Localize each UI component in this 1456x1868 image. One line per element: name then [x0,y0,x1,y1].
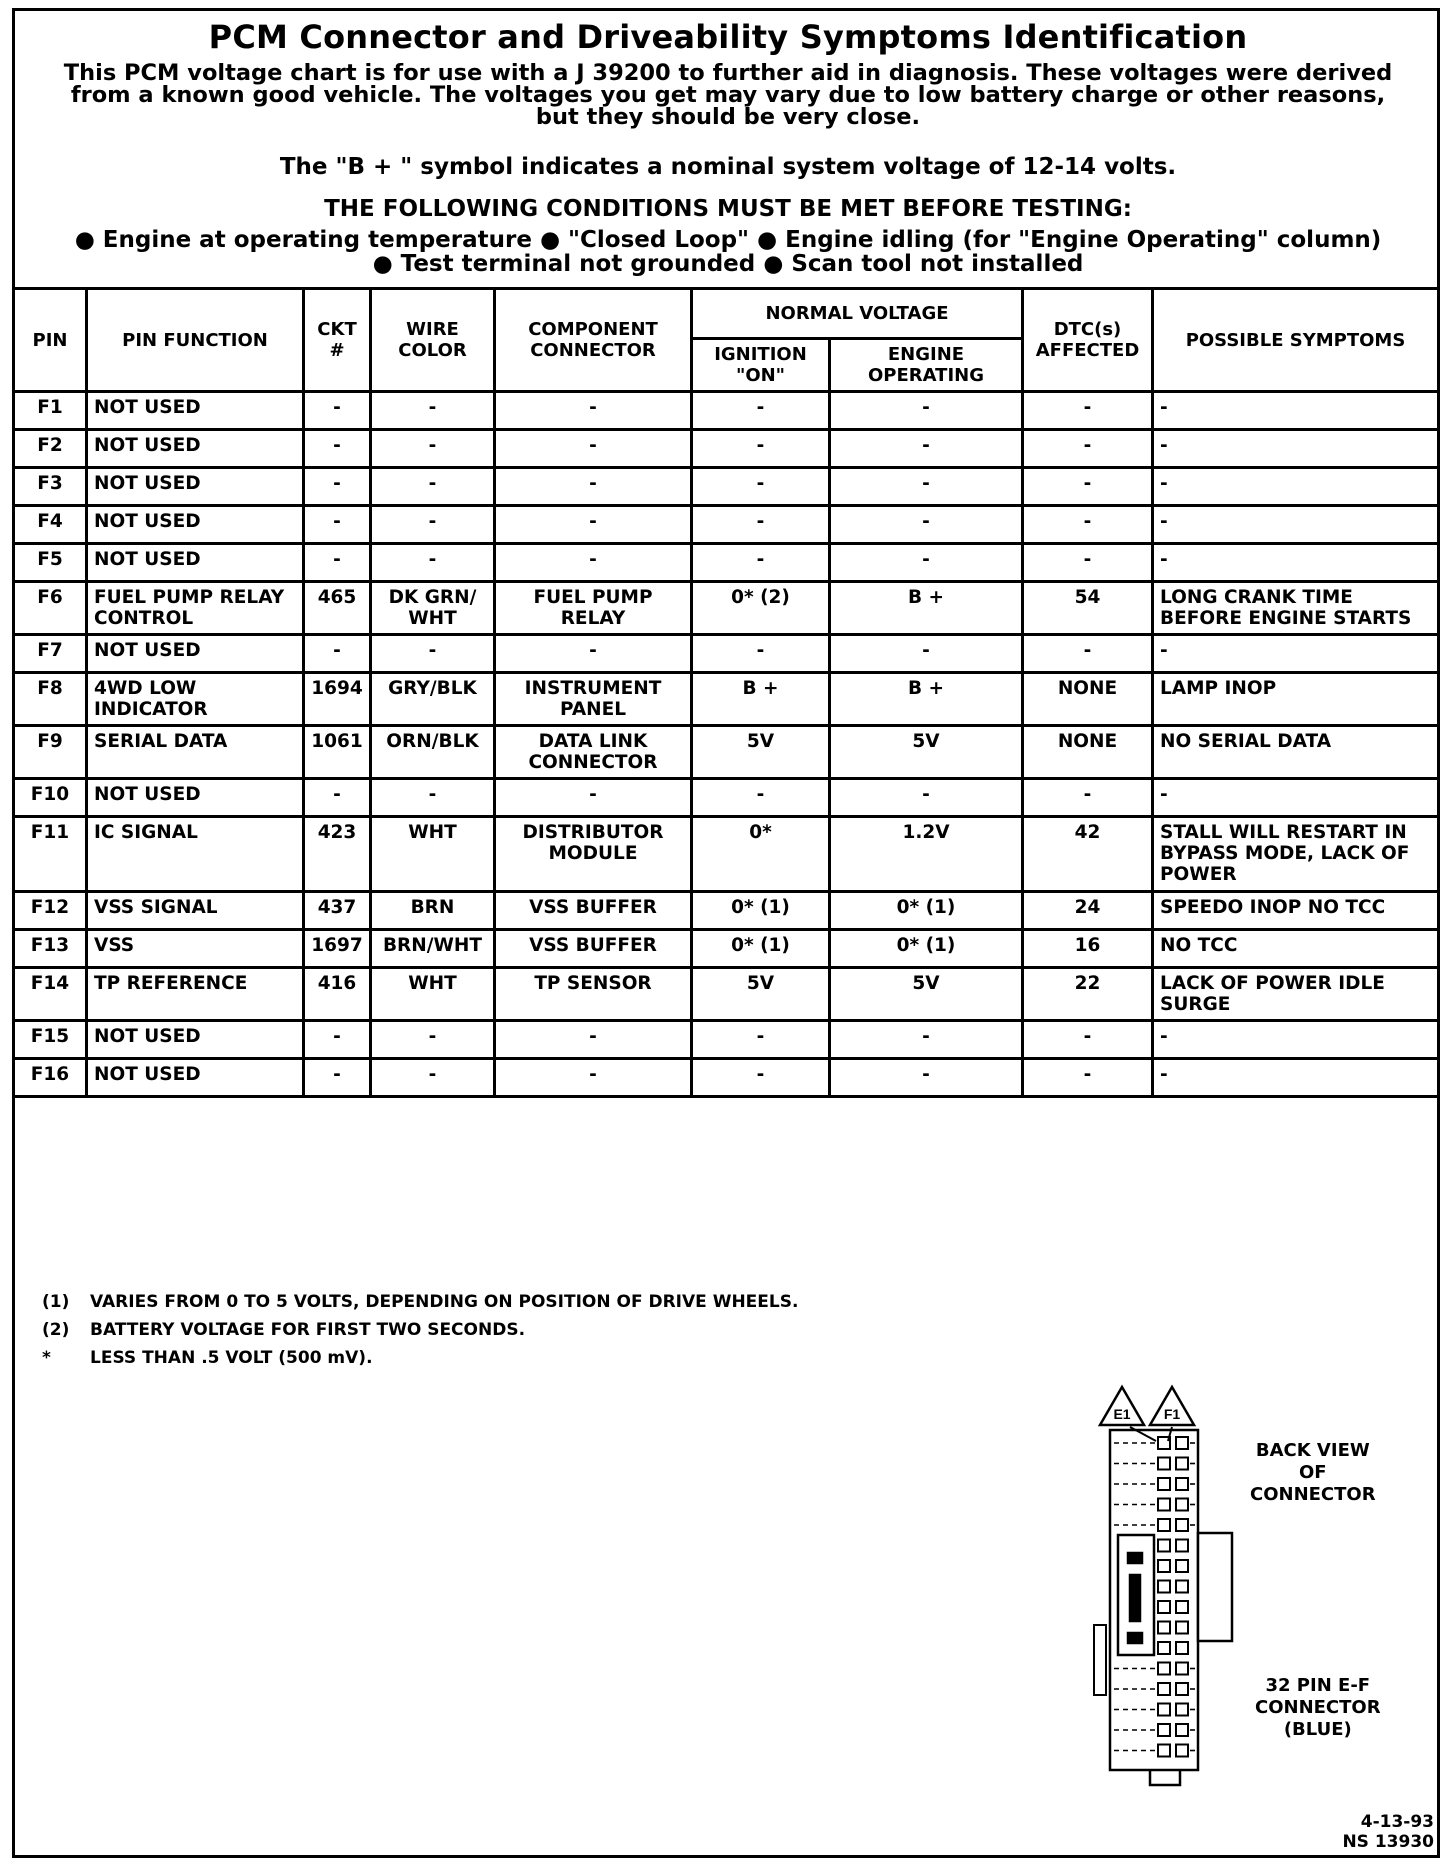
header-ckt: CKT # [304,289,371,392]
dtc-cell: - [1023,1021,1153,1059]
symptoms-cell: LONG CRANK TIME BEFORE ENGINE STARTS [1153,582,1439,635]
engine-operating-cell: - [830,779,1023,817]
component-cell: - [495,544,692,582]
component-cell: VSS BUFFER [495,892,692,930]
ignition-on-cell: - [692,635,830,673]
ignition-on-cell: 0* [692,817,830,892]
dtc-cell: - [1023,1059,1153,1097]
engine-operating-cell: - [830,468,1023,506]
function-cell: NOT USED [87,544,304,582]
header-ignition-on: IGNITION "ON" [692,339,830,392]
function-cell: VSS SIGNAL [87,892,304,930]
stamp-date: 4-13-93 [1360,1812,1434,1832]
wire-color-cell: BRN/WHT [371,930,495,968]
ckt-cell: - [304,779,371,817]
dtc-cell: - [1023,779,1153,817]
connector-pin [1158,1519,1170,1531]
ignition-on-cell: 0* (1) [692,892,830,930]
ckt-cell: 423 [304,817,371,892]
component-cell: - [495,430,692,468]
engine-operating-cell: 5V [830,968,1023,1021]
connector-pin [1176,1622,1188,1634]
engine-operating-cell: - [830,392,1023,430]
connector-pin [1176,1704,1188,1716]
wire-color-cell: - [371,1021,495,1059]
symptoms-cell: SPEEDO INOP NO TCC [1153,892,1439,930]
dtc-cell: NONE [1023,673,1153,726]
bplus-note: The "B + " symbol indicates a nominal system voltage of 12-14 volts. [279,154,1177,180]
conditions-line-2: ● Test terminal not grounded ● Scan tool not installed [372,251,1084,277]
wire-color-cell: - [371,392,495,430]
wire-color-cell: WHT [371,968,495,1021]
connector-pin [1176,1663,1188,1675]
connector-pin [1176,1478,1188,1490]
engine-operating-cell: - [830,506,1023,544]
function-cell: SERIAL DATA [87,726,304,779]
dtc-cell: - [1023,468,1153,506]
connector-pin [1158,1458,1170,1470]
function-cell: NOT USED [87,1021,304,1059]
connector-pin [1176,1745,1188,1757]
function-cell: VSS [87,930,304,968]
connector-pin [1158,1499,1170,1511]
function-cell: NOT USED [87,392,304,430]
engine-operating-cell: - [830,635,1023,673]
function-cell: NOT USED [87,468,304,506]
wire-color-cell: BRN [371,892,495,930]
connector-pin [1176,1601,1188,1613]
connector-pin [1158,1724,1170,1736]
pin-cell: F12 [14,892,87,930]
pin-cell: F16 [14,1059,87,1097]
component-cell: TP SENSOR [495,968,692,1021]
pin-cell: F10 [14,779,87,817]
engine-operating-cell: - [830,1021,1023,1059]
header-dtc-affected: DTC(s) AFFECTED [1023,289,1153,392]
component-cell: VSS BUFFER [495,930,692,968]
dtc-cell: NONE [1023,726,1153,779]
ckt-cell: - [304,1059,371,1097]
intro-line-1: This PCM voltage chart is for use with a J 39200 to further aid in diagnosis. These voltages were derived [63,60,1393,86]
pin-cell: F5 [14,544,87,582]
engine-operating-cell: B + [830,673,1023,726]
connector-pin [1176,1560,1188,1572]
ckt-cell: - [304,392,371,430]
pin-cell: F13 [14,930,87,968]
function-cell: FUEL PUMP RELAY CONTROL [87,582,304,635]
connector-pin [1176,1642,1188,1654]
ckt-cell: 1061 [304,726,371,779]
function-cell: TP REFERENCE [87,968,304,1021]
ignition-on-cell: - [692,544,830,582]
connector-pin [1158,1478,1170,1490]
wire-color-cell: ORN/BLK [371,726,495,779]
symptoms-cell: - [1153,430,1439,468]
ignition-on-cell: 0* (1) [692,930,830,968]
ignition-on-cell: B + [692,673,830,726]
engine-operating-cell: 0* (1) [830,892,1023,930]
header-wire-color: WIRE COLOR [371,289,495,392]
connector-pin [1176,1683,1188,1695]
dtc-cell: 54 [1023,582,1153,635]
pin-cell: F6 [14,582,87,635]
component-cell: DISTRIBUTOR MODULE [495,817,692,892]
table-row [14,635,1439,673]
intro-line-2: from a known good vehicle. The voltages you get may vary due to low battery charge or other reasons, [70,82,1386,108]
wire-color-cell: GRY/BLK [371,673,495,726]
connector-pin [1176,1519,1188,1531]
pin-cell: F7 [14,635,87,673]
table-row [14,673,1439,726]
symptoms-cell: - [1153,1021,1439,1059]
dtc-cell: 16 [1023,930,1153,968]
table-row [14,392,1439,430]
component-cell: FUEL PUMP RELAY [495,582,692,635]
wire-color-cell: WHT [371,817,495,892]
function-cell: NOT USED [87,635,304,673]
ckt-cell: 437 [304,892,371,930]
ignition-on-cell: - [692,1059,830,1097]
ckt-cell: - [304,430,371,468]
ignition-on-cell: - [692,430,830,468]
footnote: * LESS THAN .5 VOLT (500 mV). [42,1348,373,1368]
engine-operating-cell: 0* (1) [830,930,1023,968]
pin-cell: F14 [14,968,87,1021]
connector-pin [1176,1437,1188,1449]
function-cell: NOT USED [87,430,304,468]
pcm-voltage-table [12,287,1440,1098]
engine-operating-cell: 5V [830,726,1023,779]
footnotes [42,1288,798,1372]
table-row [14,582,1439,635]
table-row [14,430,1439,468]
document-stamp [1342,1812,1434,1852]
ckt-cell: 465 [304,582,371,635]
ignition-on-cell: 5V [692,726,830,779]
wire-color-cell: - [371,544,495,582]
component-cell: - [495,1021,692,1059]
symptoms-cell: - [1153,635,1439,673]
symptoms-cell: - [1153,1059,1439,1097]
ignition-on-cell: - [692,779,830,817]
header-normal-voltage: NORMAL VOLTAGE [692,289,1023,339]
connector-pin [1158,1560,1170,1572]
pin-cell: F1 [14,392,87,430]
function-cell: 4WD LOW INDICATOR [87,673,304,726]
header-pin: PIN [14,289,87,392]
ckt-cell: - [304,468,371,506]
component-cell: INSTRUMENT PANEL [495,673,692,726]
component-cell: - [495,392,692,430]
ckt-cell: - [304,544,371,582]
component-cell: - [495,1059,692,1097]
dtc-cell: - [1023,430,1153,468]
header-component-connector: COMPONENT CONNECTOR [495,289,692,392]
component-cell: - [495,506,692,544]
symptoms-cell: - [1153,544,1439,582]
table-row [14,817,1439,892]
connector-pin [1158,1683,1170,1695]
table-row [14,468,1439,506]
header-engine-operating: ENGINE OPERATING [830,339,1023,392]
pin-cell: F8 [14,673,87,726]
function-cell: NOT USED [87,1059,304,1097]
connector-pin [1176,1458,1188,1470]
connector-label: 32 PIN E-F CONNECTOR (BLUE) [1255,1675,1381,1740]
conditions-line-1: ● Engine at operating temperature ● "Closed Loop" ● Engine idling (for "Engine Operating" column) [74,227,1382,253]
engine-operating-cell: B + [830,582,1023,635]
symptoms-cell: NO TCC [1153,930,1439,968]
symptoms-cell: - [1153,779,1439,817]
engine-operating-cell: - [830,430,1023,468]
table-row [14,892,1439,930]
conditions-heading: THE FOLLOWING CONDITIONS MUST BE MET BEFORE TESTING: [324,196,1132,222]
pin-cell: F2 [14,430,87,468]
connector-pin [1176,1499,1188,1511]
connector-pin [1158,1745,1170,1757]
table-row [14,544,1439,582]
symptoms-cell: - [1153,468,1439,506]
page-title: PCM Connector and Driveability Symptoms Identification [208,18,1248,56]
dtc-cell: - [1023,392,1153,430]
connector-pin [1176,1724,1188,1736]
component-cell: DATA LINK CONNECTOR [495,726,692,779]
connector-pin [1176,1581,1188,1593]
e1-label: E1 [1113,1406,1131,1422]
function-cell: NOT USED [87,779,304,817]
wire-color-cell: - [371,506,495,544]
pin-cell: F9 [14,726,87,779]
wire-color-cell: DK GRN/ WHT [371,582,495,635]
table-row [14,506,1439,544]
ignition-on-cell: - [692,1021,830,1059]
wire-color-cell: - [371,430,495,468]
ignition-on-cell: 5V [692,968,830,1021]
footnote: (1) VARIES FROM 0 TO 5 VOLTS, DEPENDING ON POSITION OF DRIVE WHEELS. [42,1292,799,1312]
wire-color-cell: - [371,468,495,506]
connector-pin [1158,1622,1170,1634]
ckt-cell: 1694 [304,673,371,726]
engine-operating-cell: 1.2V [830,817,1023,892]
ignition-on-cell: - [692,468,830,506]
f1-label: F1 [1163,1406,1181,1422]
ignition-on-cell: - [692,392,830,430]
intro-text [40,62,1416,128]
table-row [14,1021,1439,1059]
table-row [14,930,1439,968]
connector-pin [1158,1540,1170,1552]
table-row [14,968,1439,1021]
function-cell: IC SIGNAL [87,817,304,892]
engine-operating-cell: - [830,1059,1023,1097]
pin-cell: F3 [14,468,87,506]
ckt-cell: - [304,1021,371,1059]
dtc-cell: - [1023,635,1153,673]
symptoms-cell: NO SERIAL DATA [1153,726,1439,779]
stamp-ref: NS 13930 [1342,1832,1434,1852]
ignition-on-cell: - [692,506,830,544]
dtc-cell: 24 [1023,892,1153,930]
symptoms-cell: LAMP INOP [1153,673,1439,726]
pin-cell: F15 [14,1021,87,1059]
header-pin-function: PIN FUNCTION [87,289,304,392]
dtc-cell: - [1023,544,1153,582]
symptoms-cell: - [1153,506,1439,544]
symptoms-cell: - [1153,392,1439,430]
connector-pin [1158,1704,1170,1716]
connector-pin [1158,1601,1170,1613]
dtc-cell: 22 [1023,968,1153,1021]
connector-pin [1158,1581,1170,1593]
pin-cell: F4 [14,506,87,544]
component-cell: - [495,779,692,817]
ckt-cell: - [304,506,371,544]
symptoms-cell: STALL WILL RESTART IN BYPASS MODE, LACK OF POWER [1153,817,1439,892]
dtc-cell: 42 [1023,817,1153,892]
back-view-label: BACK VIEW OF CONNECTOR [1250,1440,1376,1505]
connector-pin [1158,1642,1170,1654]
table-row [14,726,1439,779]
ignition-on-cell: 0* (2) [692,582,830,635]
function-cell: NOT USED [87,506,304,544]
component-cell: - [495,635,692,673]
ckt-cell: - [304,635,371,673]
connector-pin [1158,1663,1170,1675]
conditions-list [20,228,1436,276]
table-row [14,779,1439,817]
symptoms-cell: LACK OF POWER IDLE SURGE [1153,968,1439,1021]
pin-cell: F11 [14,817,87,892]
wire-color-cell: - [371,1059,495,1097]
connector-pin [1176,1540,1188,1552]
intro-line-3: but they should be very close. [535,104,921,130]
wire-color-cell: - [371,779,495,817]
component-cell: - [495,468,692,506]
header-possible-symptoms: POSSIBLE SYMPTOMS [1153,289,1439,392]
wire-color-cell: - [371,635,495,673]
engine-operating-cell: - [830,544,1023,582]
ckt-cell: 416 [304,968,371,1021]
table-row [14,1059,1439,1097]
footnote: (2) BATTERY VOLTAGE FOR FIRST TWO SECONDS. [42,1320,526,1340]
dtc-cell: - [1023,506,1153,544]
ckt-cell: 1697 [304,930,371,968]
